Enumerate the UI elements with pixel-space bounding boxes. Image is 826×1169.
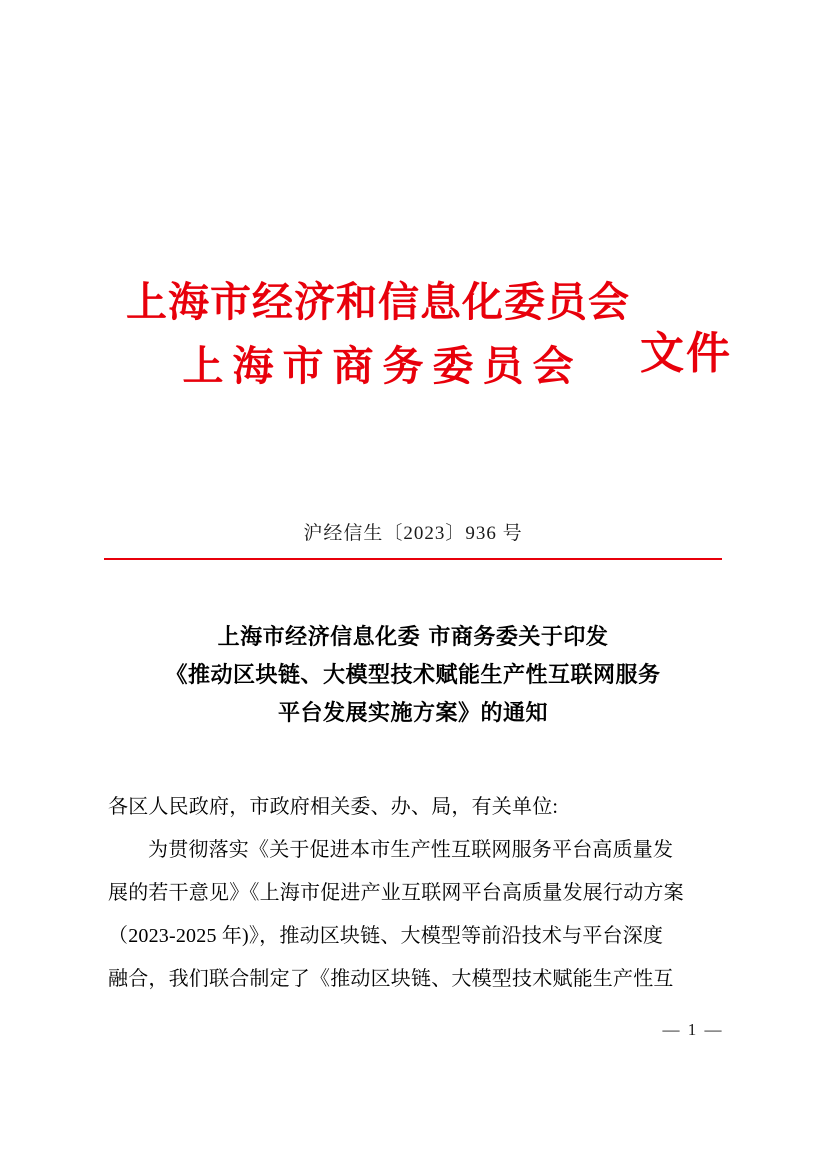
page-number: — 1 —	[662, 1020, 724, 1039]
document-title	[104, 618, 722, 732]
salutation: 各区人民政府，市政府相关委、办、局，有关单位:	[108, 796, 559, 818]
document-word-label: 文件	[640, 328, 732, 379]
body-paragraph-line-4: 融合，我们联合制定了《推动区块链、大模型技术赋能生产性互	[108, 968, 674, 990]
title-line-1: 上海市经济信息化委 市商务委关于印发	[217, 624, 609, 650]
title-line-3: 平台发展实施方案》的通知	[277, 700, 548, 726]
red-separator-rule	[104, 558, 722, 560]
issuing-org-line-1: 上海市经济和信息化委员会	[126, 278, 630, 326]
masthead	[0, 270, 826, 450]
document-number: 沪经信生〔2023〕936 号	[303, 523, 523, 544]
body-paragraph-line-2: 展的若干意见》《上海市促进产业互联网平台高质量发展行动方案	[108, 882, 684, 904]
document-body	[108, 786, 722, 1001]
body-paragraph-line-1: 为贯彻落实《关于促进本市生产性互联网服务平台高质量发	[148, 839, 674, 861]
body-paragraph-line-3: （2023-2025 年)》，推动区块链、大模型等前沿技术与平台深度	[108, 925, 664, 947]
issuing-organizations	[118, 270, 638, 398]
issuing-org-line-2: 上海市商务委员会	[182, 342, 583, 390]
title-line-2: 《推动区块链、大模型技术赋能生产性互联网服务	[165, 662, 661, 688]
